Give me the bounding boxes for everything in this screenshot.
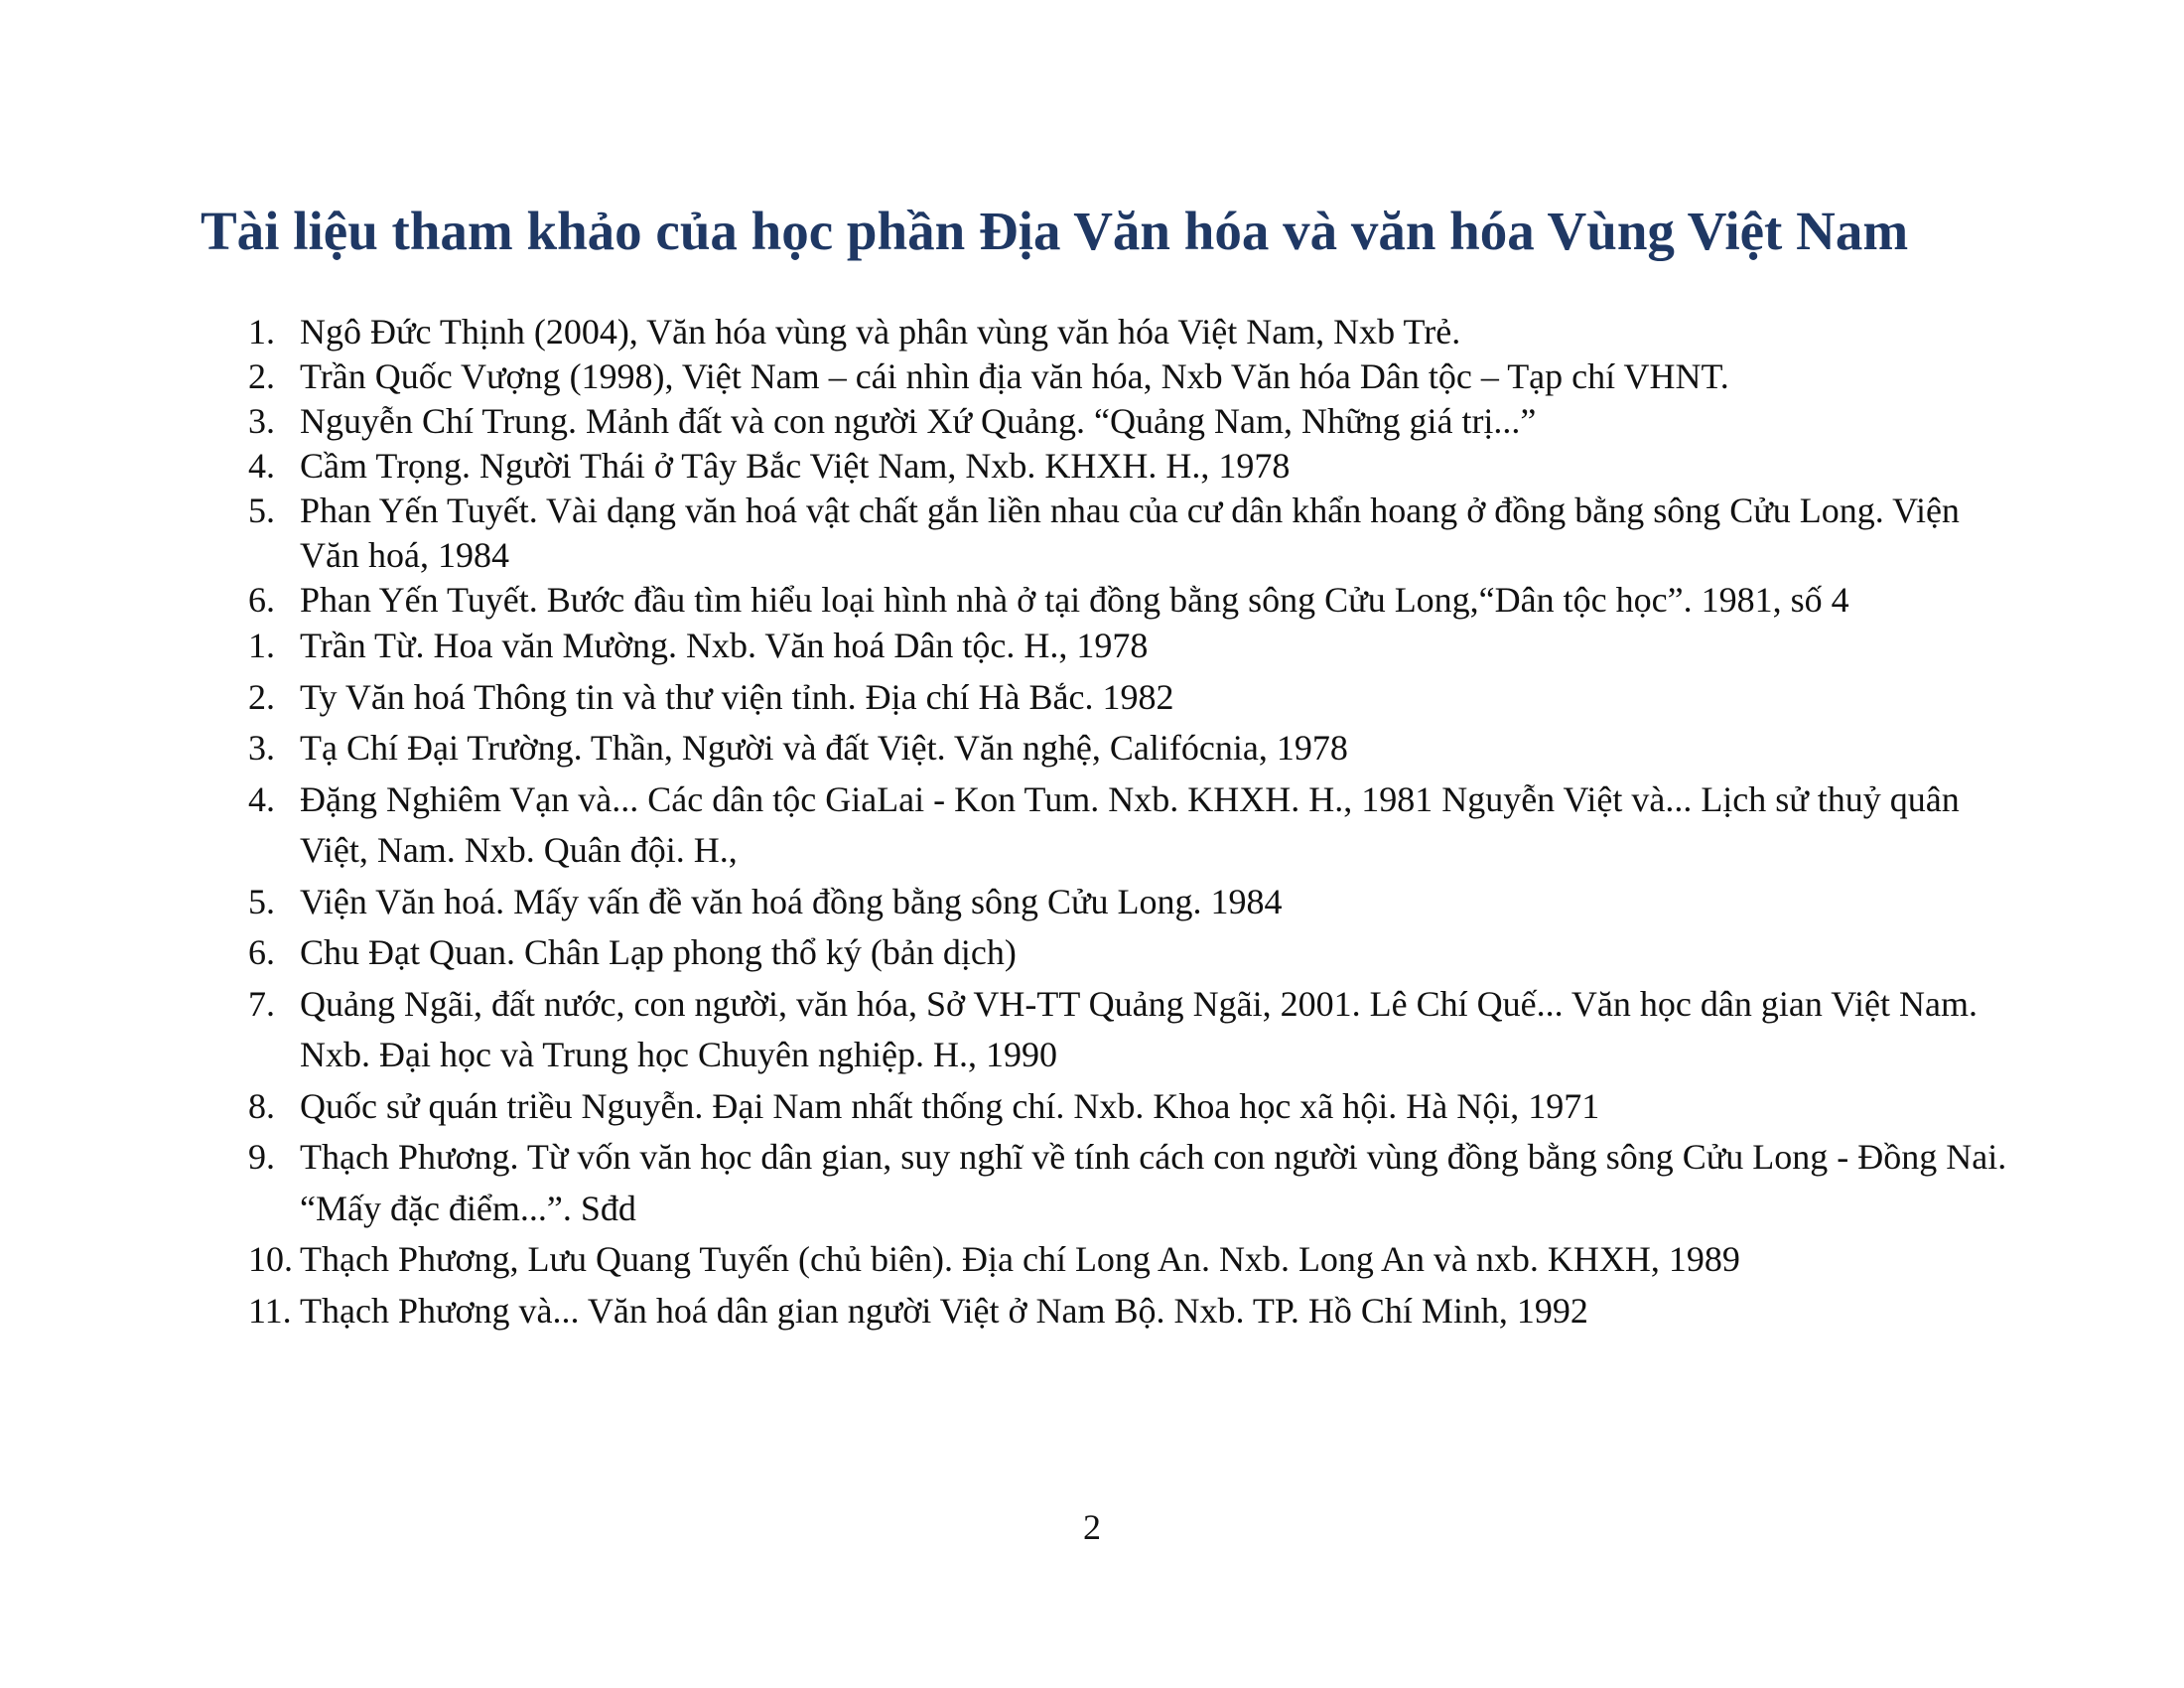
reference-number: 5. <box>248 881 275 921</box>
reference-number: 4. <box>248 446 275 486</box>
reference-text: Tạ Chí Đại Trường. Thần, Người và đất Việt. Văn nghệ, Califócnia, 1978 <box>300 728 1348 768</box>
reference-item <box>248 310 2015 354</box>
reference-number: 10. <box>248 1239 293 1279</box>
reference-text: Ngô Đức Thịnh (2004), Văn hóa vùng và phân vùng văn hóa Việt Nam, Nxb Trẻ. <box>300 312 1461 352</box>
reference-text: Nguyễn Chí Trung. Mảnh đất và con người Xứ Quảng. “Quảng Nam, Những giá trị...” <box>300 401 1537 441</box>
reference-item <box>248 399 2015 444</box>
reference-number: 1. <box>248 312 275 352</box>
reference-item <box>248 621 2015 672</box>
reference-number: 6. <box>248 932 275 972</box>
reference-item <box>248 578 2015 623</box>
reference-text: Đặng Nghiêm Vạn và... Các dân tộc GiaLai - Kon Tum. Nxb. KHXH. H., 1981 Nguyễn Việt và... Lịch sử thuỷ quân Việt, Nam. Nxb. Quân đội. H., <box>300 778 1960 870</box>
reference-item <box>248 1234 2015 1286</box>
reference-text: Quảng Ngãi, đất nước, con người, văn hóa, Sở VH-TT Quảng Ngãi, 2001. Lê Chí Quế... Văn học dân gian Việt Nam. Nxb. Đại học và Trung học Chuyên nghiệp. H., 1990 <box>300 983 1978 1074</box>
reference-list-primary <box>248 310 2015 623</box>
reference-item <box>248 489 2015 578</box>
reference-text: Quốc sử quán triều Nguyễn. Đại Nam nhất thống chí. Nxb. Khoa học xã hội. Hà Nội, 1971 <box>300 1085 1600 1126</box>
reference-number: 1. <box>248 626 275 665</box>
reference-text: Thạch Phương và... Văn hoá dân gian người Việt ở Nam Bộ. Nxb. TP. Hồ Chí Minh, 1992 <box>300 1290 1588 1331</box>
reference-text: Phan Yến Tuyết. Bước đầu tìm hiểu loại hình nhà ở tại đồng bằng sông Cửu Long,“Dân tộc học”. 1981, số 4 <box>300 580 1849 620</box>
reference-text: Thạch Phương, Lưu Quang Tuyến (chủ biên). Địa chí Long An. Nxb. Long An và nxb. KHXH, 1989 <box>300 1239 1740 1279</box>
reference-text: Viện Văn hoá. Mấy vấn đề văn hoá đồng bằng sông Cửu Long. 1984 <box>300 881 1283 921</box>
reference-item <box>248 1081 2015 1133</box>
reference-text: Trần Quốc Vượng (1998), Việt Nam – cái nhìn địa văn hóa, Nxb Văn hóa Dân tộc – Tạp chí VHNT. <box>300 356 1729 396</box>
reference-item <box>248 672 2015 724</box>
reference-number: 5. <box>248 491 275 530</box>
page-number: 2 <box>1083 1507 1101 1547</box>
reference-text: Ty Văn hoá Thông tin và thư viện tỉnh. Địa chí Hà Bắc. 1982 <box>300 676 1174 717</box>
reference-number: 2. <box>248 676 275 717</box>
reference-number: 2. <box>248 356 275 396</box>
reference-number: 11. <box>248 1290 292 1331</box>
reference-text: Chu Đạt Quan. Chân Lạp phong thổ ký (bản dịch) <box>300 932 1017 972</box>
reference-item <box>248 1286 2015 1337</box>
reference-number: 4. <box>248 778 275 819</box>
reference-item <box>248 444 2015 489</box>
reference-item <box>248 927 2015 979</box>
reference-number: 8. <box>248 1085 275 1126</box>
reference-text: Phan Yến Tuyết. Vài dạng văn hoá vật chất gắn liền nhau của cư dân khẩn hoang ở đồng bằng sông Cửu Long. Viện Văn hoá, 1984 <box>300 491 1960 575</box>
reference-item <box>248 1132 2015 1234</box>
reference-list-secondary <box>248 621 2015 1336</box>
reference-item <box>248 979 2015 1081</box>
reference-item <box>248 723 2015 774</box>
reference-number: 9. <box>248 1137 275 1177</box>
reference-item <box>248 354 2015 399</box>
reference-number: 7. <box>248 983 275 1024</box>
reference-number: 3. <box>248 401 275 441</box>
reference-number: 3. <box>248 728 275 768</box>
reference-item <box>248 774 2015 877</box>
reference-text: Cầm Trọng. Người Thái ở Tây Bắc Việt Nam, Nxb. KHXH. H., 1978 <box>300 446 1291 486</box>
page-title: Tài liệu tham khảo của học phần Địa Văn hóa và văn hóa Vùng Việt Nam <box>201 201 1909 261</box>
reference-text: Trần Từ. Hoa văn Mường. Nxb. Văn hoá Dân tộc. H., 1978 <box>300 626 1149 665</box>
reference-item <box>248 877 2015 928</box>
reference-text: Thạch Phương. Từ vốn văn học dân gian, suy nghĩ về tính cách con người vùng đồng bằng sông Cửu Long - Đồng Nai. “Mấy đặc điểm...”. Sđd <box>300 1137 2007 1228</box>
reference-number: 6. <box>248 580 275 620</box>
